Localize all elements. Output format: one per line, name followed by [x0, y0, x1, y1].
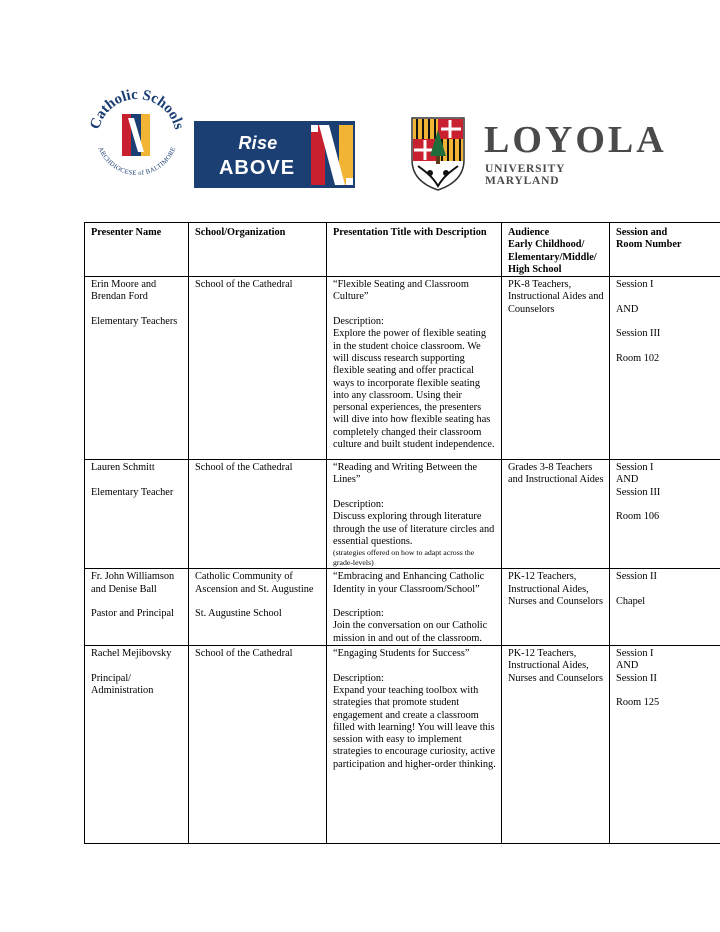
- audience-text: Grades 3-8 Teachers and Instructional Aides: [508, 462, 604, 486]
- loyola-name: LOYOLA: [484, 119, 667, 161]
- rise-above-mark-icon: [309, 121, 355, 188]
- rise-word: Rise: [238, 133, 278, 153]
- presenter-name: Lauren Schmitt: [91, 462, 155, 474]
- description-label: Description:: [333, 499, 384, 511]
- header-school-organization: School/Organization: [189, 223, 327, 277]
- description-label: Description:: [333, 316, 384, 328]
- header-audience-line: Audience: [508, 227, 550, 238]
- header-audience-line: Elementary/Middle/: [508, 251, 597, 263]
- school-name: School of the Cathedral: [195, 648, 293, 660]
- session-line: Room 106: [616, 511, 660, 523]
- title-cell: [327, 646, 502, 844]
- school-cell: [189, 646, 327, 844]
- header-session-line: Room Number: [616, 239, 682, 251]
- title-cell: [327, 277, 502, 460]
- session-line: Session I: [616, 279, 654, 291]
- school-cell: [189, 277, 327, 460]
- presenter-cell: [85, 460, 189, 569]
- presenter-role: Principal/ Administration: [91, 672, 154, 696]
- school-name: School of the Cathedral: [195, 462, 293, 474]
- session-line: Session III: [616, 328, 661, 340]
- audience-text: PK-8 Teachers, Instructional Aides and Counselors: [508, 279, 604, 315]
- presentation-title: “Engaging Students for Success”: [333, 648, 470, 660]
- presentation-description: Discuss exploring through literature through the use of literature circles and essential questions.: [333, 511, 495, 547]
- title-cell: [327, 460, 502, 569]
- loyola-shield-icon: [410, 116, 466, 192]
- session-line: Session I: [616, 462, 654, 474]
- audience-cell: [502, 646, 610, 844]
- table-row: [85, 646, 720, 844]
- table-header-row: [85, 223, 720, 277]
- school-name: Catholic Community of Ascension and St. Augustine: [195, 571, 314, 595]
- presenter-role: Elementary Teacher: [91, 486, 174, 498]
- session-cell: [610, 460, 720, 569]
- description-label: Description:: [333, 608, 384, 620]
- audience-cell: [502, 277, 610, 460]
- presenter-cell: [85, 646, 189, 844]
- audience-text: PK-12 Teachers, Instructional Aides, Nurses and Counselors: [508, 571, 603, 607]
- table-row: [85, 277, 720, 460]
- catholic-schools-logo: [84, 78, 188, 186]
- table-row: [85, 460, 720, 569]
- loyola-subtitle: UNIVERSITY MARYLAND: [485, 163, 565, 187]
- presentation-title: “Flexible Seating and Classroom Culture”: [333, 279, 469, 303]
- header-audience: [502, 223, 610, 277]
- description-label: Description:: [333, 672, 384, 684]
- session-line: AND: [616, 660, 639, 672]
- audience-cell: [502, 460, 610, 569]
- header-presenter-name: Presenter Name: [85, 223, 189, 277]
- school-cell: [189, 569, 327, 646]
- header-audience-line: Early Childhood/: [508, 239, 585, 251]
- session-line: Session II: [616, 571, 657, 583]
- presenter-cell: [85, 569, 189, 646]
- presenter-name: Rachel Mejibovsky: [91, 648, 172, 660]
- presentation-note: (strategies offered on how to adapt across the grade-levels): [333, 548, 475, 568]
- presentation-title: “Embracing and Enhancing Catholic Identity in your Classroom/School”: [333, 571, 485, 595]
- session-cell: [610, 569, 720, 646]
- session-line: Session II: [616, 672, 657, 684]
- presentation-schedule-table: [84, 222, 720, 844]
- presentation-description: Join the conversation on our Catholic mission in and out of the classroom.: [333, 620, 488, 644]
- presentation-title: “Reading and Writing Between the Lines”: [333, 462, 478, 486]
- catholic-logo-top-text: Catholic Schools: [87, 86, 187, 132]
- loyola-logo: [410, 116, 667, 192]
- session-line: AND: [616, 303, 639, 315]
- session-line: Session I: [616, 648, 654, 660]
- session-line: Room 102: [616, 352, 660, 364]
- header-presentation-title: Presentation Title with Description: [327, 223, 502, 277]
- school-cell: [189, 460, 327, 569]
- above-word: ABOVE: [218, 157, 296, 179]
- session-cell: [610, 646, 720, 844]
- audience-cell: [502, 569, 610, 646]
- title-cell: [327, 569, 502, 646]
- school-name-secondary: St. Augustine School: [195, 608, 282, 620]
- presenter-name: Erin Moore and Brendan Ford: [91, 279, 157, 303]
- presentation-description: Explore the power of flexible seating in the student choice classroom. We will discuss research supporting flexible seating and offer practical ways to incorporate flexible seating into any classroom. Using their personal experiences, the presenters will dive into how flexible seating has completely changed their classroom culture and built student independence.: [333, 328, 495, 451]
- header-audience-line: High School: [508, 263, 562, 275]
- school-name: School of the Cathedral: [195, 279, 293, 291]
- session-line: AND: [616, 474, 639, 486]
- audience-text: PK-12 Teachers, Instructional Aides, Nurses and Counselors: [508, 648, 603, 684]
- header-session-room: [610, 223, 720, 277]
- presenter-role: Pastor and Principal: [91, 608, 174, 620]
- rise-above-logo: [194, 121, 355, 188]
- session-cell: [610, 277, 720, 460]
- catholic-logo-bottom-text: ARCHDIOCESE of BALTIMORE: [96, 146, 178, 178]
- table-row: [85, 569, 720, 646]
- presenter-cell: [85, 277, 189, 460]
- session-line: Room 125: [616, 697, 660, 709]
- presenter-role: Elementary Teachers: [91, 316, 178, 328]
- session-line: Chapel: [616, 595, 646, 607]
- presenter-name: Fr. John Williamson and Denise Ball: [91, 571, 175, 595]
- session-line: Session III: [616, 486, 661, 498]
- presentation-description: Expand your teaching toolbox with strategies that promote student engagement and create a classroom filled with learning! You will leave this session with easy to implement strategies to encourage curiosity, active participation and higher-order thinking.: [333, 684, 496, 770]
- header-session-line: Session and: [616, 227, 668, 238]
